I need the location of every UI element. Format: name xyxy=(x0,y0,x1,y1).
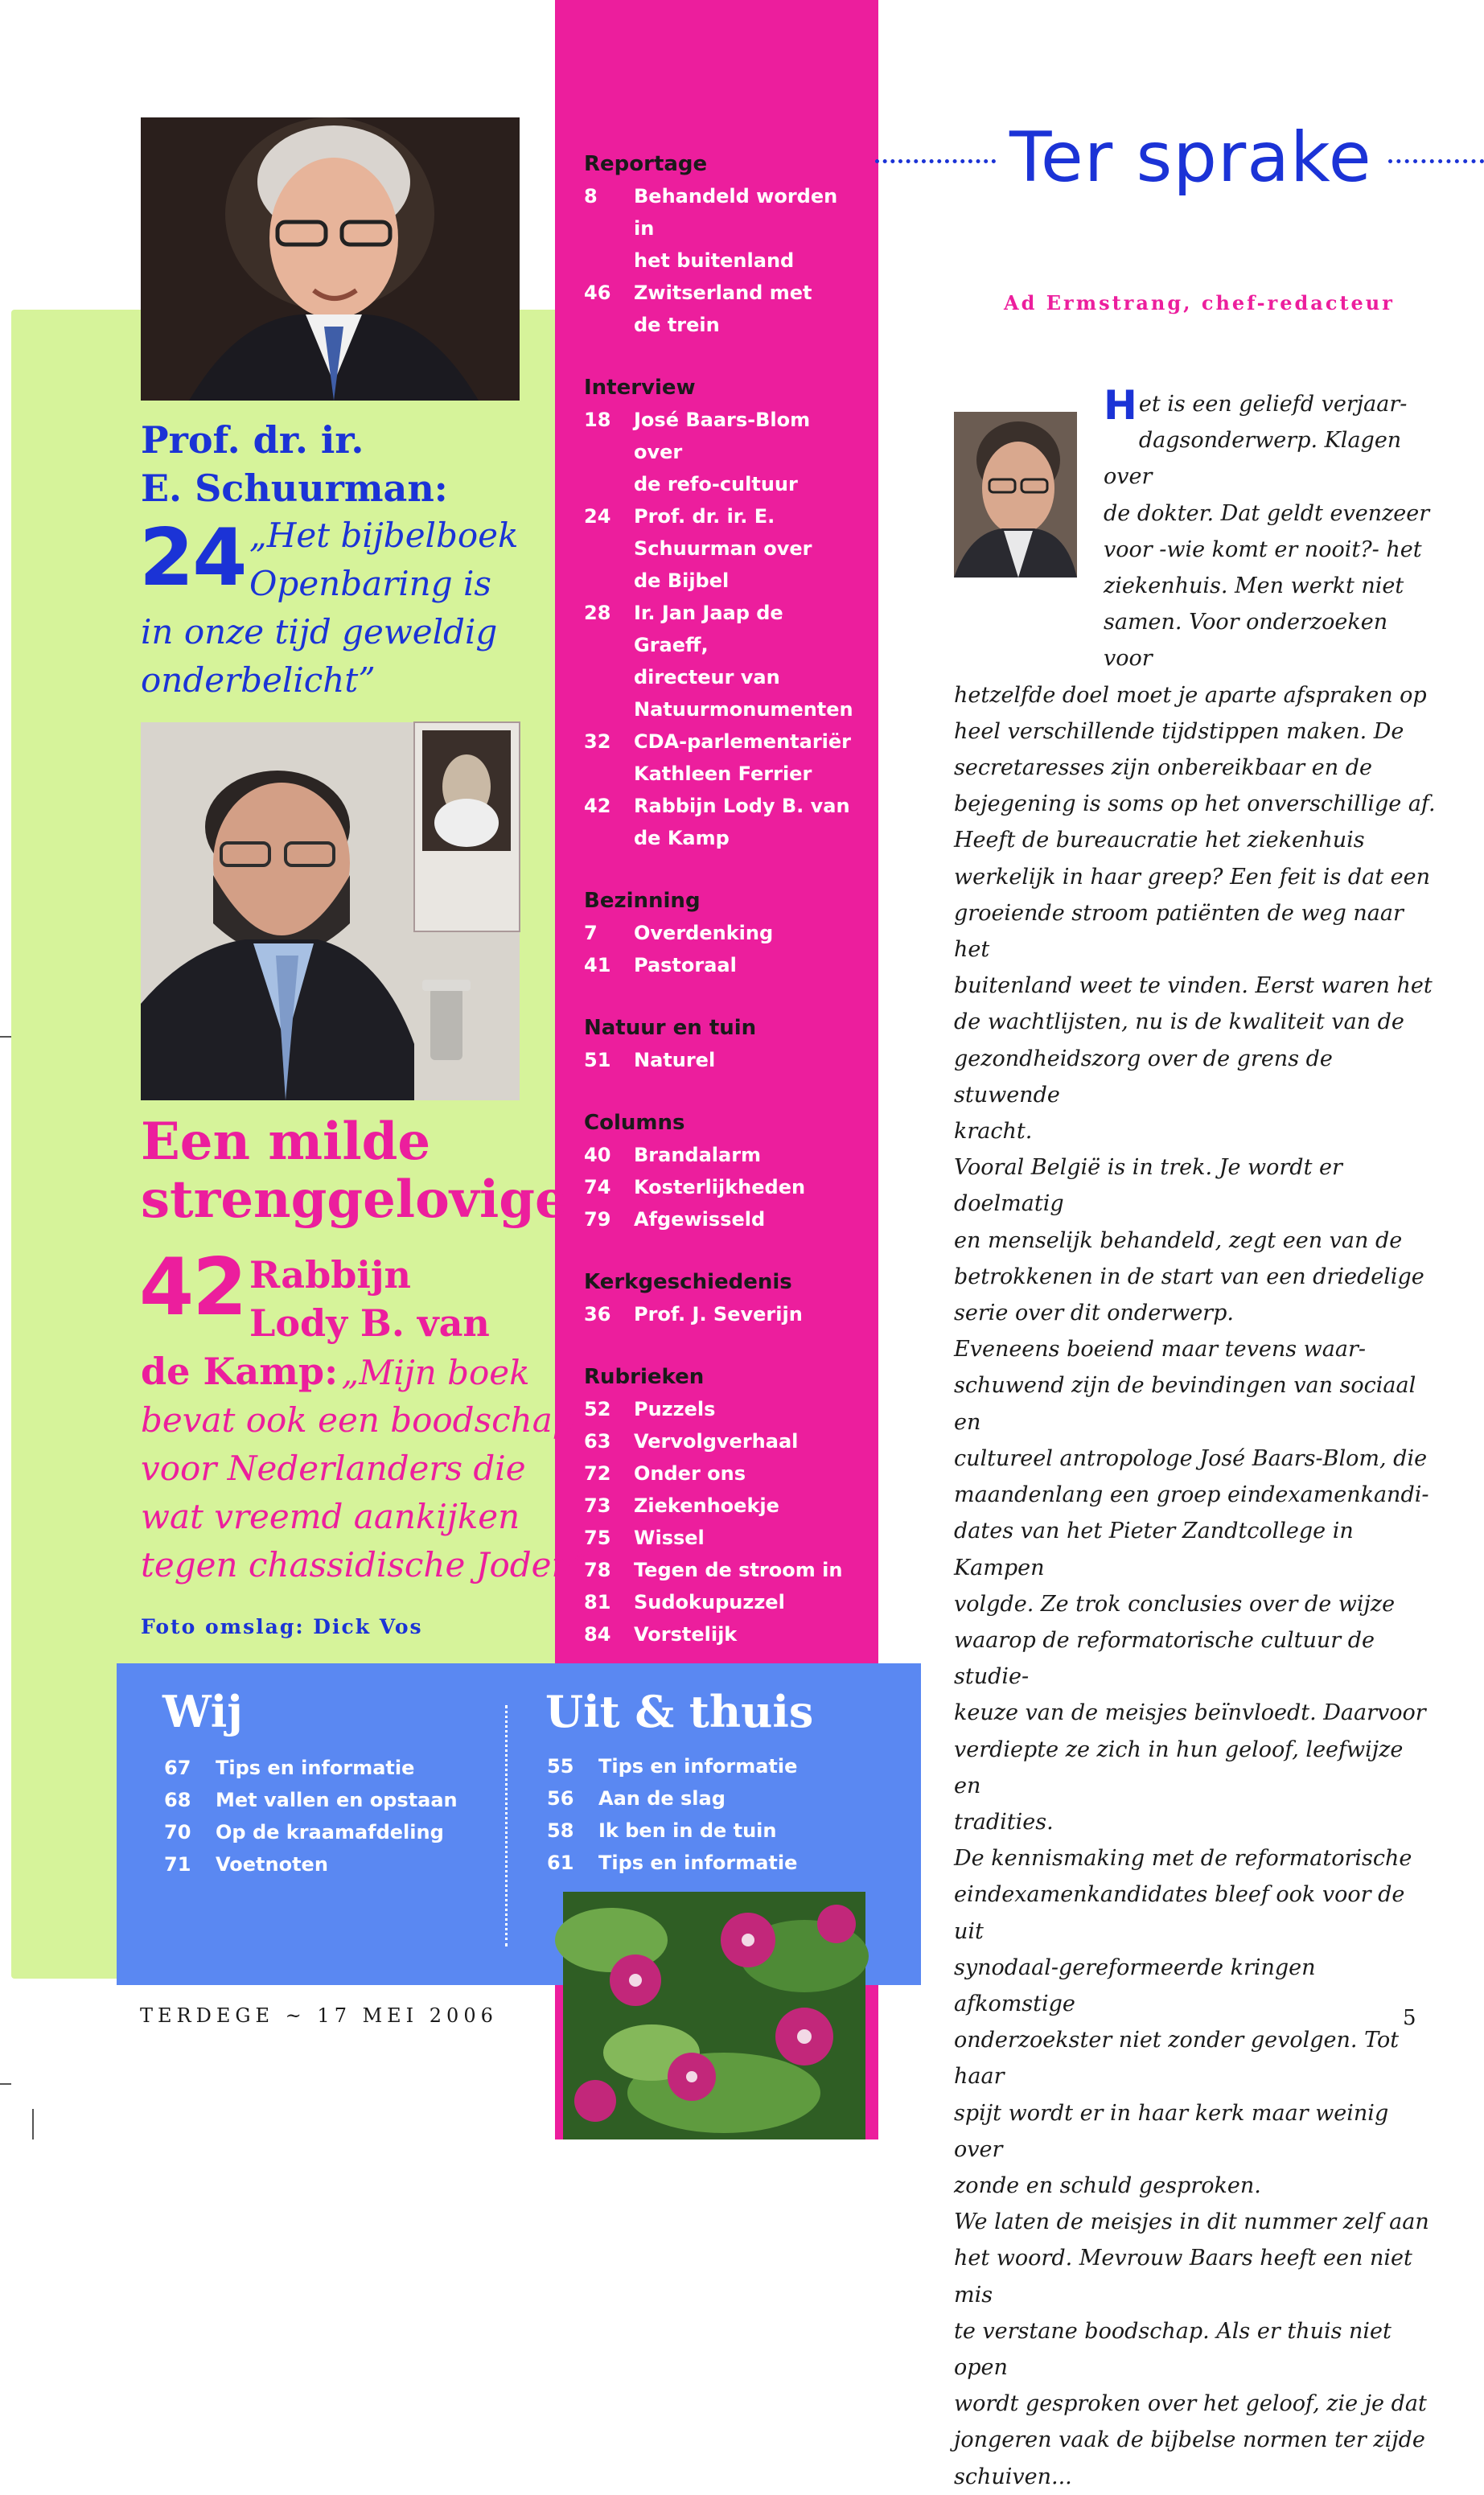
editorial-line-text: verdiepte ze zich in hun geloof, leefwijze en xyxy=(954,1737,1404,1798)
toc-item-label: Schuurman over xyxy=(634,537,812,560)
toc-heading: Natuur en tuin xyxy=(584,1016,757,1040)
editorial-line-text: gezondheidszorg over de grens de stuwende xyxy=(954,1046,1333,1108)
feature1-page-number: 24 xyxy=(139,512,246,604)
toc-section xyxy=(584,1266,857,1330)
toc-item-page: 42 xyxy=(584,795,611,817)
editorial-line-text: bejegening is soms op het onverschillige af. xyxy=(954,791,1436,817)
editorial-line xyxy=(954,2168,1437,2204)
editorial-line xyxy=(954,2095,1437,2168)
toc-item-label: Overdenking xyxy=(634,922,774,944)
editorial-line xyxy=(954,1259,1437,1295)
editorial-line-text: zonde en schuld gesproken. xyxy=(954,2172,1261,2198)
toc-item[interactable] xyxy=(584,1586,857,1618)
editorial-line xyxy=(954,1477,1437,1513)
toc-item-page: 8 xyxy=(584,185,598,208)
feature1-quote-line1: „Het bijbelboek xyxy=(249,516,519,555)
toc-item[interactable] xyxy=(584,1618,857,1650)
toc-item[interactable] xyxy=(584,500,857,532)
feature2-headline-line1: Een milde xyxy=(141,1112,431,1172)
editorial-byline: Ad Ermstrang, chef-redacteur xyxy=(1004,291,1395,314)
editorial-line-text: ziekenhuis. Men werkt niet xyxy=(1104,573,1404,599)
crop-mark xyxy=(32,2109,34,2139)
box-item-label: Ik ben in de tuin xyxy=(598,1819,777,1842)
editorial-line-text: onderzoekster niet zonder gevolgen. Tot haar xyxy=(954,2028,1400,2090)
table-of-contents xyxy=(584,148,857,1681)
toc-item-page: 41 xyxy=(584,954,611,976)
toc-item-page: 24 xyxy=(584,505,611,528)
toc-item[interactable] xyxy=(584,917,857,949)
editorial-line xyxy=(954,1367,1437,1440)
wij-title: Wij xyxy=(162,1686,243,1737)
toc-item-label: Kathleen Ferrier xyxy=(634,762,812,785)
wij-item[interactable] xyxy=(164,1816,486,1848)
editorial-line-text: kracht. xyxy=(954,1119,1033,1145)
editorial-line xyxy=(954,1004,1437,1040)
wij-item[interactable] xyxy=(164,1784,486,1816)
toc-item-label: Natuurmonumenten xyxy=(634,698,853,721)
toc-item-label: de refo-cultuur xyxy=(634,473,798,495)
editorial-line-text: tradities. xyxy=(954,1809,1054,1835)
toc-item-page: 46 xyxy=(584,282,611,304)
feature2-quote-line2: bevat ook een boodschap xyxy=(141,1400,574,1440)
feature2-name-line3: de Kamp: xyxy=(141,1350,339,1393)
title-dots-right xyxy=(1388,159,1484,163)
toc-item[interactable] xyxy=(584,790,857,822)
editorial-line xyxy=(954,750,1437,786)
toc-item-page: 28 xyxy=(584,602,611,624)
box-item-page: 56 xyxy=(547,1787,574,1810)
schuurman-photo xyxy=(141,117,520,401)
cover-photo-credit: Foto omslag: Dick Vos xyxy=(141,1615,423,1638)
feature2-page-number: 42 xyxy=(139,1242,246,1334)
van-de-kamp-photo xyxy=(141,722,520,1100)
editorial-line-text: jongeren vaak de bijbelse normen ter zijde xyxy=(954,2427,1425,2453)
toc-item-label: de Kamp xyxy=(634,827,730,849)
box-item-page: 70 xyxy=(164,1821,191,1844)
toc-item-page xyxy=(584,309,634,341)
toc-item-page: 7 xyxy=(584,922,598,944)
feature2-name-line1: Rabbijn xyxy=(249,1253,411,1297)
editorial-line xyxy=(954,1695,1437,1731)
toc-item-page xyxy=(584,693,634,725)
editorial-line xyxy=(954,2313,1437,2386)
toc-item-label: Zwitserland met xyxy=(634,282,812,304)
editorial-line xyxy=(954,1295,1437,1331)
feature2-name-line2: Lody B. van xyxy=(249,1301,490,1345)
toc-item-label: Behandeld worden in xyxy=(634,185,838,240)
editorial-line-text: secretaresses zijn onbereikbaar en de xyxy=(954,755,1372,781)
box-item-page: 58 xyxy=(547,1819,574,1842)
uit-thuis-item[interactable] xyxy=(547,1847,869,1879)
editorial-line-text: cultureel antropologe José Baars-Blom, die xyxy=(954,1445,1428,1471)
crop-mark xyxy=(0,2083,11,2085)
editorial-line xyxy=(954,1876,1437,1949)
toc-item-page: 72 xyxy=(584,1462,611,1485)
toc-section xyxy=(584,148,857,341)
toc-item-page: 74 xyxy=(584,1176,611,1198)
toc-item[interactable] xyxy=(584,565,857,597)
editorial-line-text: buitenland weet te vinden. Eerst waren het xyxy=(954,973,1433,999)
box-item-label: Tips en informatie xyxy=(598,1755,798,1778)
editorial-line xyxy=(954,604,1437,676)
toc-item-page: 36 xyxy=(584,1303,611,1326)
editorial-line xyxy=(954,568,1437,604)
editorial-line-text: eindexamenkandidates bleef ook voor de uit xyxy=(954,1882,1405,1944)
toc-item[interactable] xyxy=(584,1425,857,1457)
toc-item-page: 78 xyxy=(584,1559,611,1581)
toc-heading: Kerkgeschiedenis xyxy=(584,1270,792,1294)
editorial-line xyxy=(954,968,1437,1004)
editorial-line-text: voor -wie komt er nooit?- het xyxy=(1104,536,1422,562)
toc-item[interactable] xyxy=(584,1044,857,1076)
editorial-line-text: maandenlang een groep eindexamenkandi- xyxy=(954,1482,1429,1508)
toc-section xyxy=(584,1107,857,1235)
toc-item-page xyxy=(584,822,634,854)
feature2-quote-line1: „Mijn boek xyxy=(341,1353,530,1392)
box-item-page: 61 xyxy=(547,1852,574,1874)
editorial-line xyxy=(954,2386,1437,2422)
box-item-label: Op de kraamafdeling xyxy=(216,1821,444,1844)
editorial-line xyxy=(954,2204,1437,2240)
toc-item[interactable] xyxy=(584,245,857,277)
editorial-line-text: en menselijk behandeld, zegt een van de xyxy=(954,1227,1403,1253)
editorial-line xyxy=(954,1840,1437,1876)
box-item-page: 68 xyxy=(164,1789,191,1811)
toc-section xyxy=(584,372,857,854)
toc-item-page: 52 xyxy=(584,1398,611,1420)
toc-heading: Bezinning xyxy=(584,889,701,913)
toc-item-label: de Bijbel xyxy=(634,569,730,592)
footer-issue: TERDEGE ~ 17 MEI 2006 xyxy=(140,2004,498,2027)
toc-item-label: Onder ons xyxy=(634,1462,746,1485)
toc-item[interactable] xyxy=(584,404,857,468)
toc-item-page xyxy=(584,565,634,597)
toc-item-page: 40 xyxy=(584,1144,611,1166)
toc-item-page: 81 xyxy=(584,1591,611,1613)
toc-item-page: 32 xyxy=(584,730,611,753)
toc-item-label: Wissel xyxy=(634,1527,705,1549)
editorial-line-text: synodaal-gereformeerde kringen afkomstige xyxy=(954,1954,1316,2016)
feature1-quote-line2: Openbaring is xyxy=(249,564,491,603)
uit-thuis-item[interactable] xyxy=(547,1815,869,1847)
editorial-line-text: het woord. Mevrouw Baars heeft een niet mis xyxy=(954,2246,1412,2308)
editorial-line-text: spijt wordt er in haar kerk maar weinig over xyxy=(954,2100,1389,2162)
uit-thuis-list xyxy=(547,1750,869,1879)
toc-item-label: de trein xyxy=(634,314,720,336)
dropcap: H xyxy=(1104,382,1137,429)
feature2-quote-line5: tegen chassidische Joden” xyxy=(141,1545,591,1585)
toc-item[interactable] xyxy=(584,597,857,661)
toc-item-label: Puzzels xyxy=(634,1398,716,1420)
toc-item-page xyxy=(584,468,634,500)
toc-item[interactable] xyxy=(584,822,857,854)
toc-item-label: Tegen de stroom in xyxy=(634,1559,843,1581)
editorial-line xyxy=(954,1331,1437,1367)
flower-photo xyxy=(563,1892,865,2139)
toc-item[interactable] xyxy=(584,532,857,565)
editorial-line-text: De kennismaking met de reformatorische xyxy=(954,1846,1412,1872)
feature1-name-line2: E. Schuurman: xyxy=(141,467,448,510)
toc-item[interactable] xyxy=(584,661,857,693)
editorial-line xyxy=(954,895,1437,968)
editorial-line-text: We laten de meisjes in dit nummer zelf aan xyxy=(954,2209,1429,2235)
editorial-line-text: Eveneens boeiend maar tevens waar- xyxy=(954,1337,1367,1363)
feature1-quote-line3: in onze tijd geweldig xyxy=(141,612,498,651)
toc-item[interactable] xyxy=(584,1203,857,1235)
editorial-line-text: dates van het Pieter Zandtcollege in Kampen xyxy=(954,1519,1354,1580)
editorial-line xyxy=(954,1041,1437,1113)
feature1-quote-line4: onderbelicht” xyxy=(141,660,376,700)
editorial-line-text: serie over dit onderwerp. xyxy=(954,1301,1234,1326)
toc-item-page: 73 xyxy=(584,1494,611,1517)
toc-item[interactable] xyxy=(584,949,857,981)
toc-section xyxy=(584,1012,857,1076)
editorial-line xyxy=(954,1732,1437,1804)
editorial-line xyxy=(954,713,1437,750)
toc-item-page xyxy=(584,532,634,565)
toc-item-page: 79 xyxy=(584,1208,611,1231)
editorial-line xyxy=(954,2422,1437,2458)
box-item-label: Tips en informatie xyxy=(216,1757,415,1779)
editorial-line xyxy=(954,532,1437,568)
editorial-line xyxy=(954,2022,1437,2094)
editorial-line-text: betrokkenen in de start van een driedelige xyxy=(954,1264,1424,1289)
uit-thuis-title: Uit & thuis xyxy=(545,1686,814,1737)
editorial-line-text: te verstane boodschap. Als er thuis niet open xyxy=(954,2318,1392,2380)
editorial-line xyxy=(954,1441,1437,1477)
editorial-line xyxy=(954,1223,1437,1259)
box-item-label: Aan de slag xyxy=(598,1787,726,1810)
toc-item-label: Ziekenhoekje xyxy=(634,1494,779,1517)
toc-item[interactable] xyxy=(584,725,857,758)
toc-item-page: 63 xyxy=(584,1430,611,1453)
toc-item[interactable] xyxy=(584,180,857,245)
toc-item-label: CDA-parlementariër xyxy=(634,730,851,753)
toc-heading: Interview xyxy=(584,376,696,400)
editorial-line xyxy=(954,1622,1437,1695)
toc-item-label: Kosterlijkheden xyxy=(634,1176,806,1198)
editorial-line-text: heel verschillende tijdstippen maken. De xyxy=(954,718,1404,744)
title-dots-left xyxy=(875,159,996,163)
editorial-body xyxy=(954,382,1437,2495)
box-item-label: Tips en informatie xyxy=(598,1852,798,1874)
toc-item[interactable] xyxy=(584,693,857,725)
box-item-label: Voetnoten xyxy=(216,1853,328,1876)
editorial-line xyxy=(954,1586,1437,1622)
toc-item-label: Rabbijn Lody B. van xyxy=(634,795,850,817)
toc-item[interactable] xyxy=(584,1457,857,1490)
toc-item-page xyxy=(584,245,634,277)
editorial-line xyxy=(954,859,1437,895)
editorial-line-text: dagsonderwerp. Klagen over xyxy=(1104,428,1402,490)
editorial-line-text: et is een geliefd verjaar- xyxy=(1138,392,1408,417)
editorial-line xyxy=(954,422,1437,495)
editorial-line xyxy=(954,1513,1437,1585)
toc-item-label: Afgewisseld xyxy=(634,1208,766,1231)
feature2-headline-line2: strenggelovige xyxy=(141,1169,568,1230)
editorial-line xyxy=(954,495,1437,532)
toc-item-label: Naturel xyxy=(634,1049,716,1071)
editorial-line-text: de wachtlijsten, nu is de kwaliteit van de xyxy=(954,1009,1404,1035)
toc-item[interactable] xyxy=(584,1490,857,1522)
uit-thuis-item[interactable] xyxy=(547,1782,869,1815)
editorial-line xyxy=(954,822,1437,858)
editorial-line-text: hetzelfde doel moet je aparte afspraken op xyxy=(954,682,1427,708)
editorial-line xyxy=(954,382,1437,429)
toc-item-page: 18 xyxy=(584,409,611,431)
page-number: 5 xyxy=(1403,2006,1416,2030)
toc-item-page: 84 xyxy=(584,1623,611,1646)
toc-item-label: Vervolgverhaal xyxy=(634,1430,799,1453)
toc-item-label: Pastoraal xyxy=(634,954,737,976)
toc-item[interactable] xyxy=(584,309,857,341)
crop-mark xyxy=(0,1036,11,1038)
toc-item-page: 51 xyxy=(584,1049,611,1071)
editorial-line-text: werkelijk in haar greep? Een feit is dat een xyxy=(954,864,1431,890)
editorial-line xyxy=(954,1113,1437,1149)
toc-item[interactable] xyxy=(584,758,857,790)
uit-thuis-item[interactable] xyxy=(547,1750,869,1782)
editorial-line-text: schuwend zijn de bevindingen van sociaal en xyxy=(954,1373,1416,1435)
toc-item[interactable] xyxy=(584,277,857,309)
feature2-name-quote-line xyxy=(141,1348,530,1397)
toc-item-label: Prof. dr. ir. E. xyxy=(634,505,775,528)
toc-item[interactable] xyxy=(584,1522,857,1554)
feature2-quote-line3: voor Nederlanders die xyxy=(141,1449,526,1488)
toc-item-label: Vorstelijk xyxy=(634,1623,738,1646)
toc-section xyxy=(584,1361,857,1650)
editorial-line-text: keuze van de meisjes beïnvloedt. Daarvoor xyxy=(954,1700,1426,1726)
wij-list xyxy=(164,1752,486,1880)
editorial-line-text: samen. Voor onderzoeken voor xyxy=(1104,610,1388,672)
toc-item-label: directeur van xyxy=(634,666,780,688)
toc-item[interactable] xyxy=(584,1554,857,1586)
box-item-page: 71 xyxy=(164,1853,191,1876)
editorial-line-text: de dokter. Dat geldt evenzeer xyxy=(1104,500,1430,526)
toc-item-label: Brandalarm xyxy=(634,1144,762,1166)
toc-item-label: Prof. J. Severijn xyxy=(634,1303,803,1326)
editorial-line-text: wordt gesproken over het geloof, zie je dat xyxy=(954,2391,1427,2417)
toc-item[interactable] xyxy=(584,468,857,500)
editorial-line-text: volgde. Ze trok conclusies over de wijze xyxy=(954,1591,1396,1617)
toc-item-label: José Baars-Blom over xyxy=(634,409,811,463)
toc-heading: Columns xyxy=(584,1111,685,1135)
toc-heading: Rubrieken xyxy=(584,1365,705,1389)
editorial-line xyxy=(954,2459,1437,2495)
editorial-line-text: groeiende stroom patiënten de weg naar het xyxy=(954,900,1404,963)
toc-item[interactable] xyxy=(584,1139,857,1171)
toc-item[interactable] xyxy=(584,1393,857,1425)
toc-heading: Reportage xyxy=(584,152,708,176)
editorial-line xyxy=(954,1149,1437,1222)
editorial-line-text: waarop de reformatorische cultuur de studie- xyxy=(954,1627,1375,1690)
toc-item[interactable] xyxy=(584,1171,857,1203)
feature2-quote-line4: wat vreemd aankijken xyxy=(141,1497,520,1536)
toc-item[interactable] xyxy=(584,1298,857,1330)
editorial-line xyxy=(954,2240,1437,2312)
toc-item-page xyxy=(584,758,634,790)
editorial-line-text: schuiven... xyxy=(954,2464,1072,2489)
box-divider xyxy=(505,1705,508,1946)
editorial-line xyxy=(954,1950,1437,2022)
editorial-line-text: Heeft de bureaucratie het ziekenhuis xyxy=(954,828,1365,853)
editorial-line-text: Vooral België is in trek. Je wordt er doelmatig xyxy=(954,1155,1342,1217)
editorial-line xyxy=(954,786,1437,822)
editorial-title: Ter sprake xyxy=(1009,117,1372,198)
wij-item[interactable] xyxy=(164,1752,486,1784)
editorial-line xyxy=(954,677,1437,713)
toc-section xyxy=(584,885,857,981)
toc-item-label: Sudokupuzzel xyxy=(634,1591,785,1613)
toc-item-label: het buitenland xyxy=(634,249,795,272)
box-item-page: 55 xyxy=(547,1755,574,1778)
editorial-line xyxy=(954,1804,1437,1840)
box-item-label: Met vallen en opstaan xyxy=(216,1789,458,1811)
feature1-name-line1: Prof. dr. ir. xyxy=(141,418,364,462)
toc-item-page xyxy=(584,661,634,693)
wij-item[interactable] xyxy=(164,1848,486,1880)
box-item-page: 67 xyxy=(164,1757,191,1779)
toc-item-label: Ir. Jan Jaap de Graeff, xyxy=(634,602,783,656)
toc-item-page: 75 xyxy=(584,1527,611,1549)
